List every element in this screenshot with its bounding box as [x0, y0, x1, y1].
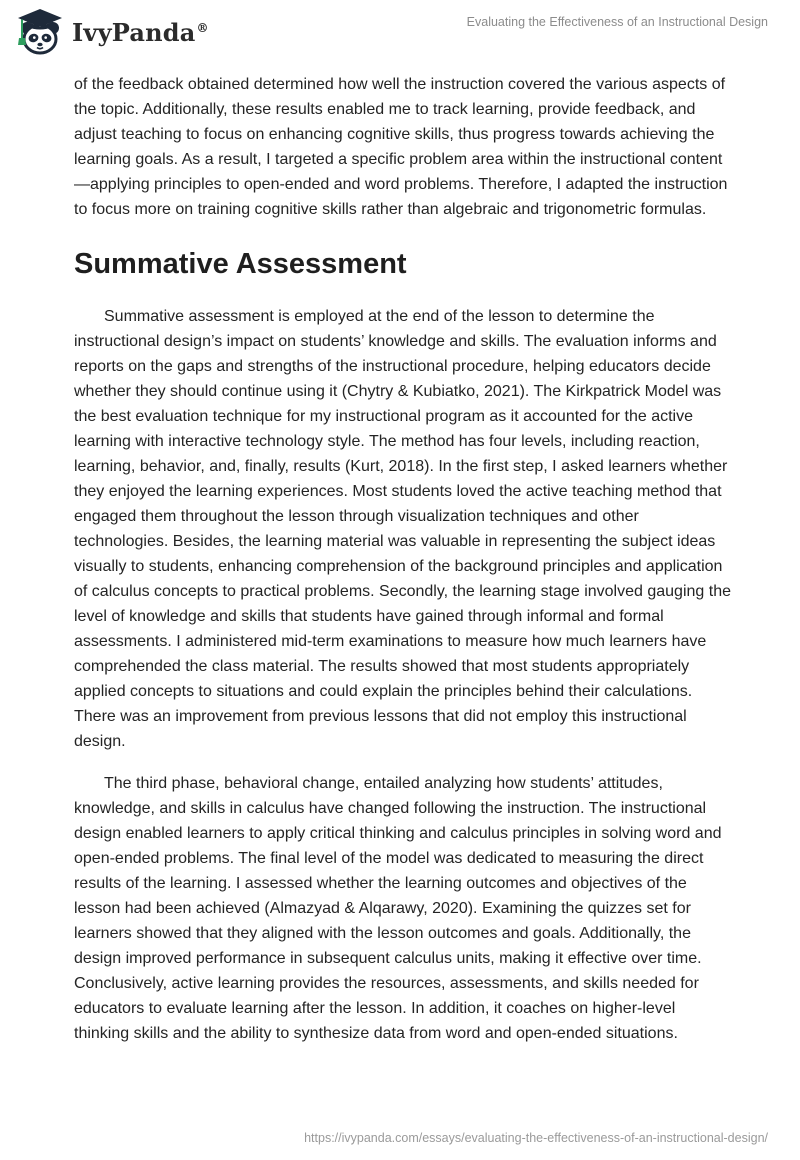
source-url[interactable]: https://ivypanda.com/essays/evaluating-the-effectiveness-of-an-instructional-design/: [304, 1131, 768, 1145]
brand-logo[interactable]: [12, 6, 209, 58]
paragraph-spacer: [74, 754, 734, 771]
panda-graduation-cap-icon: [12, 6, 68, 58]
page-header: [0, 0, 800, 64]
intro-paragraph: of the feedback obtained determined how well the instruction covered the various aspects of the topic. Additionally, these results enabled me to track learning, provide feedback, and adjust teaching to focus on enhancing cognitive skills, thus progress towards achieving the learning goals. As a result, I targeted a specific problem area within the instructional content—applying principles to open-ended and word problems. Therefore, I adapted the instruction to focus more on training cognitive skills rather than algebraic and trigonometric formulas.: [74, 76, 728, 218]
registered-mark: ®: [196, 20, 209, 35]
body-paragraph-2: The third phase, behavioral change, entailed analyzing how students’ attitudes, knowledge, and skills in calculus have changed following the instruction. The instructional design enabled learners to apply critical thinking and calculus principles in solving word and open-ended problems. The final level of the model was dedicated to measuring the direct results of the learning. I assessed whether the learning outcomes and objectives of the lesson had been achieved (Almazyad & Alqarawy, 2020). Examining the quizzes set for learners showed that they aligned with the lesson outcomes and goals. Additionally, the design improved performance in subsequent calculus units, making it effective over time. Conclusively, active learning provides the resources, assessments, and skills needed for educators to evaluate learning after the lesson. In addition, it coaches on higher-level thinking skills and the ability to synthesize data from word and open-ended situations.: [74, 775, 722, 1042]
brand-name-text: IvyPanda: [72, 17, 196, 47]
body-paragraph-1: Summative assessment is employed at the end of the lesson to determine the instructional design’s impact on students’ knowledge and skills. The evaluation informs and reports on the gaps and strengths of the instructional procedure, helping educators decide whether they should continue using it (Chytry & Kubiatko, 2021). The Kirkpatrick Model was the best evaluation technique for my instructional program as it accounted for the active learning with interactive technology style. The method has four levels, including reaction, learning, behavior, and, finally, results (Kurt, 2018). In the first step, I asked learners whether they enjoyed the learning experiences. Most students loved the active teaching method that engaged them throughout the lesson through visualization techniques and other technologies. Besides, the learning material was valuable in representing the subject ideas visually to students, enhancing comprehension of the background principles and application of calculus concepts to practical problems. Secondly, the learning stage involved gauging the level of knowledge and skills that students have gained through informal and formal assessments. I administered mid-term examinations to measure how much learners have comprehended the class material. The results showed that most students appropriately applied concepts to situations and could explain the principles behind their calculations. There was an improvement from previous lessons that did not employ this instructional design.: [74, 308, 731, 750]
essay-body: [74, 72, 734, 1046]
document-title: Evaluating the Effectiveness of an Instructional Design: [466, 15, 768, 29]
section-heading: Summative Assessment: [74, 248, 407, 280]
brand-name: [72, 18, 209, 47]
